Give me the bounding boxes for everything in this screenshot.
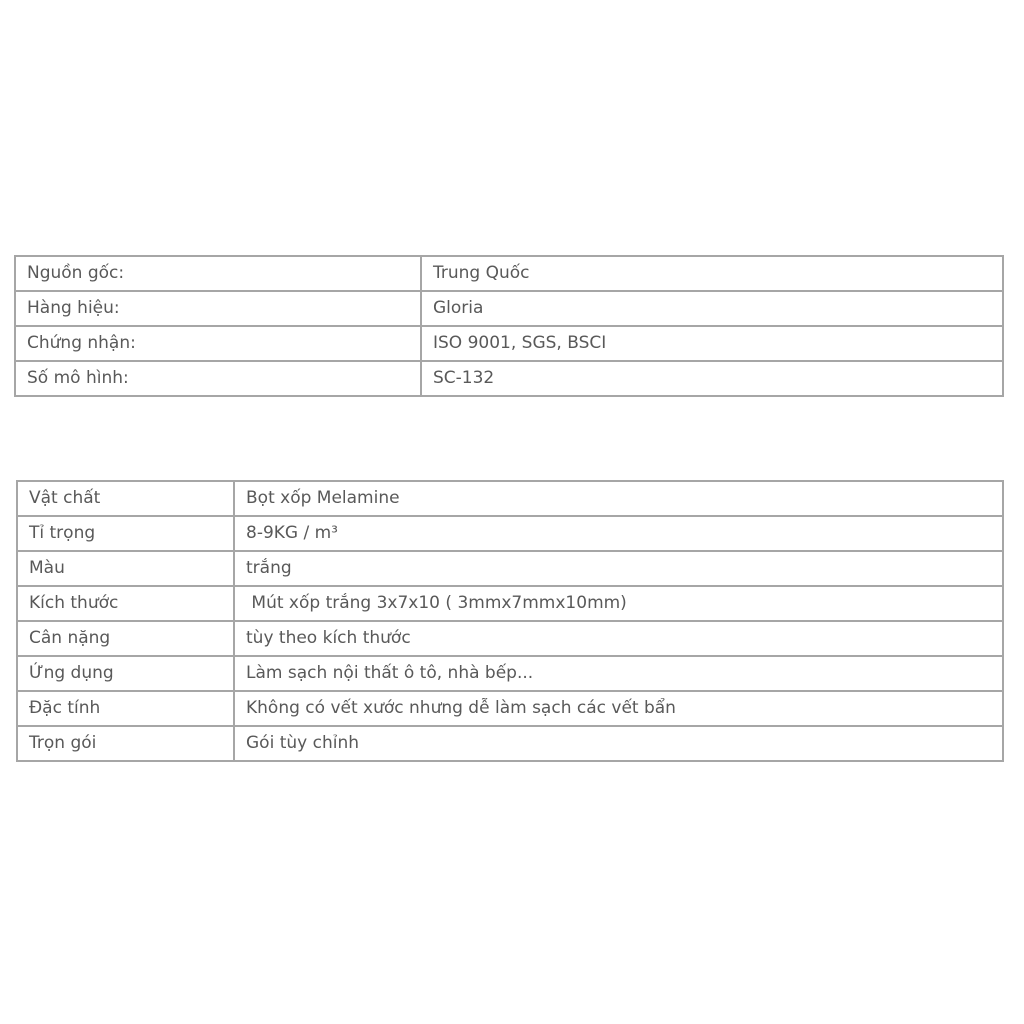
table-row: [15, 256, 1003, 291]
row-label: Nguồn gốc:: [15, 256, 421, 291]
table-row: [17, 621, 1003, 656]
row-value: trắng: [234, 551, 1003, 586]
table-row: [15, 326, 1003, 361]
row-label: Đặc tính: [17, 691, 234, 726]
row-label: Kích thước: [17, 586, 234, 621]
row-value: Mút xốp trắng 3x7x10 ( 3mmx7mmx10mm): [234, 586, 1003, 621]
table-row: [17, 586, 1003, 621]
table-row: [15, 291, 1003, 326]
table-row: [17, 481, 1003, 516]
row-label: Hàng hiệu:: [15, 291, 421, 326]
row-label: Cân nặng: [17, 621, 234, 656]
row-value: Bọt xốp Melamine: [234, 481, 1003, 516]
row-value: Gói tùy chỉnh: [234, 726, 1003, 761]
row-value: Làm sạch nội thất ô tô, nhà bếp...: [234, 656, 1003, 691]
product-info-table: [14, 255, 1004, 397]
product-spec-table: [16, 480, 1004, 762]
table-row: [17, 691, 1003, 726]
row-value: Trung Quốc: [421, 256, 1003, 291]
row-value: ISO 9001, SGS, BSCI: [421, 326, 1003, 361]
row-label: Chứng nhận:: [15, 326, 421, 361]
row-label: Màu: [17, 551, 234, 586]
row-label: Trọn gói: [17, 726, 234, 761]
row-label: Ứng dụng: [17, 656, 234, 691]
row-value: tùy theo kích thước: [234, 621, 1003, 656]
row-value: Không có vết xước nhưng dễ làm sạch các vết bẩn: [234, 691, 1003, 726]
row-value: SC-132: [421, 361, 1003, 396]
row-label: Vật chất: [17, 481, 234, 516]
table-row: [17, 726, 1003, 761]
row-value: 8-9KG / m³: [234, 516, 1003, 551]
table-row: [17, 656, 1003, 691]
table-row: [15, 361, 1003, 396]
row-label: Tỉ trọng: [17, 516, 234, 551]
table-row: [17, 551, 1003, 586]
row-label: Số mô hình:: [15, 361, 421, 396]
table-row: [17, 516, 1003, 551]
row-value: Gloria: [421, 291, 1003, 326]
